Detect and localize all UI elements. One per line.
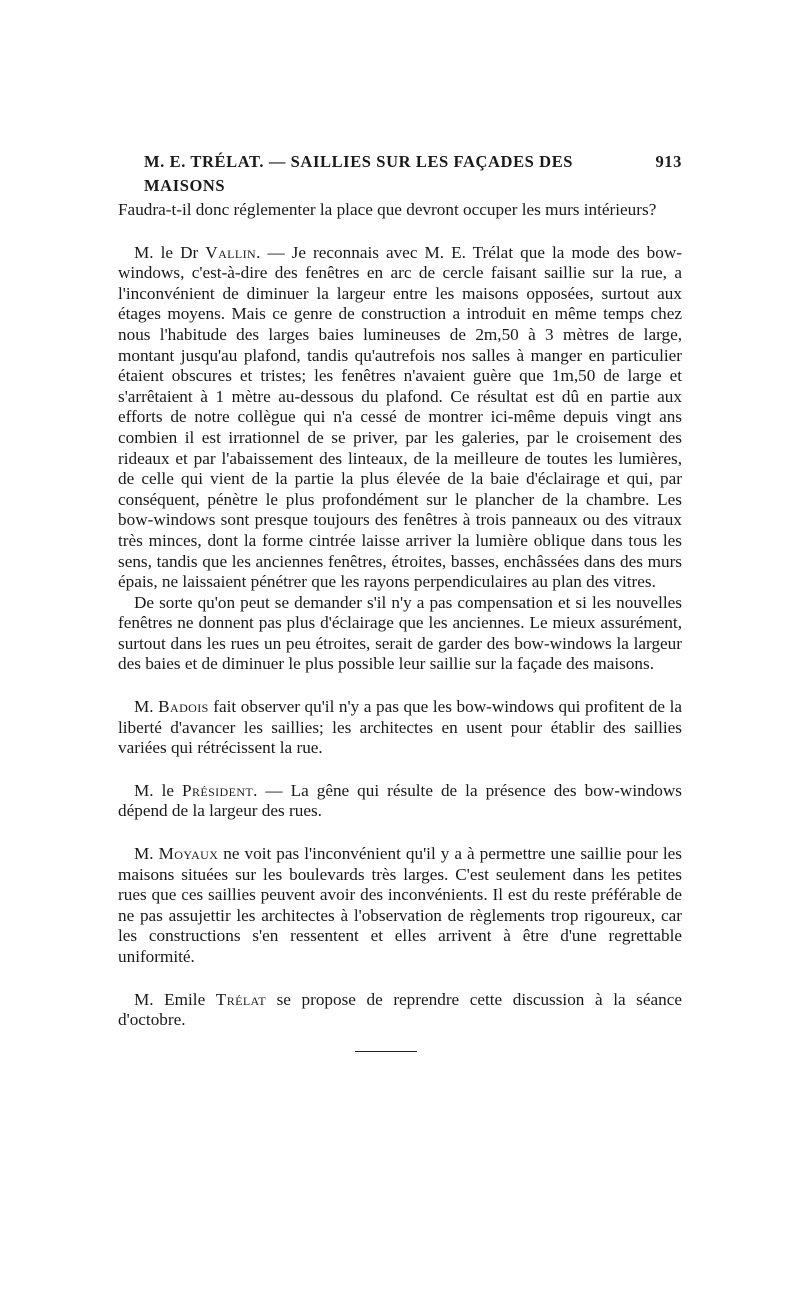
paragraph-text: ne voit pas l'inconvénient qu'il y a à permettre une saillie pour les maisons situées sur les boulevards très larges. C'est seulement dans les petites rues que ces saillies peuvent avoir des inconvénients. Il est du reste préférable de ne pas assujettir les architectes à l'observation de règlements trop rigoureux, car les constructions s'en ressentent et elles arrivent à être d'une regrettable uniformité.	[118, 844, 682, 966]
running-head	[144, 150, 682, 198]
paragraph-text: fait observer qu'il n'y a pas que les bow-windows qui profitent de la liberté d'avancer les saillies; les architectes en usent pour établir des saillies variées qui rétrécissent la rue.	[118, 697, 682, 758]
running-title: M. E. TRÉLAT. — SAILLIES SUR LES FAÇADES DES MAISONS	[144, 152, 574, 195]
speaker-name: Président	[181, 780, 254, 800]
page-number: 913	[655, 152, 682, 171]
closing-rule	[355, 1051, 417, 1052]
speaker-name: Trélat	[215, 989, 267, 1009]
paragraph-text: . — Je reconnais avec M. E. Trélat que la mode des bow-windows, c'est-à-dire des fenêtres en arc de cercle faisant saillie sur la rue, a l'inconvénient de diminuer la largeur entre les maisons opposées, surtout aux étages moyens. Mais ce genre de construction a introduit en même temps chez nous l'habitude des larges baies lumineuses de 2m,50 à 3 mètres de large, montant jusqu'au plafond, tandis qu'autrefois nos salles à manger en particulier étaient obscures et tristes; les fenêtres n'avaient guère que 1m,50 de large et s'arrêtaient à 1 mètre au-dessous du plafond. Ce résultat est dû en partie aux efforts de notre collègue qui n'a cessé de montrer ici-même depuis vingt ans combien il est irrationnel de se priver, par les galeries, par le croisement des rideaux et par l'abaissement des linteaux, de la meilleure de toutes les lumières, de celle qui vient de la partie la plus élevée de la baie d'éclairage et qui, par conséquent, pénètre le plus profondément sur le plancher de la chambre. Les bow-windows sont presque toujours des fenêtres à trois panneaux ou des vitraux très minces, dont la forme cintrée laisse arriver la lumière oblique dans tous les sens, tandis que les anciennes fenêtres, étroites, basses, enchâssées dans des murs épais, ne laissaient pénétrer que les rayons perpendiculaires au plan des vitres.	[118, 242, 682, 592]
speaker-prefix: M. le	[134, 780, 182, 800]
paragraph-vallin	[118, 243, 682, 593]
speaker-prefix: M. Emile	[134, 989, 216, 1009]
paragraph-badois	[118, 697, 682, 759]
paragraph-continuation	[118, 593, 682, 675]
paragraph-president	[118, 781, 682, 822]
paragraph-moyaux	[118, 844, 682, 968]
speaker-name: Moyaux	[158, 844, 219, 864]
speaker-prefix: M.	[134, 697, 159, 717]
paragraph-question	[118, 200, 682, 221]
body-text	[118, 200, 682, 1031]
paragraph-text: De sorte qu'on peut se demander s'il n'y a pas compensation et si les nouvelles fenêtres ne donnent pas plus d'éclairage que les anciennes. Le mieux assurément, surtout dans les rues un peu étroites, serait de garder des bow-windows la largeur des baies et de diminuer le plus possible leur saillie sur la façade des maisons.	[118, 592, 682, 674]
speaker-name: Badois	[158, 697, 209, 717]
paragraph-text: se propose de reprendre cette discussion à la séance d'octobre.	[118, 989, 682, 1030]
paragraph-trelat	[118, 990, 682, 1031]
speaker-prefix: M.	[134, 844, 159, 864]
paragraph-text: . — La gêne qui résulte de la présence des bow-windows dépend de la largeur des rues.	[118, 780, 682, 821]
speaker-prefix: M. le Dr	[134, 242, 206, 262]
page	[118, 150, 682, 1052]
paragraph-text: Faudra-t-il donc réglementer la place que devront occuper les murs intérieurs?	[118, 200, 657, 219]
speaker-name: Vallin	[205, 242, 257, 262]
